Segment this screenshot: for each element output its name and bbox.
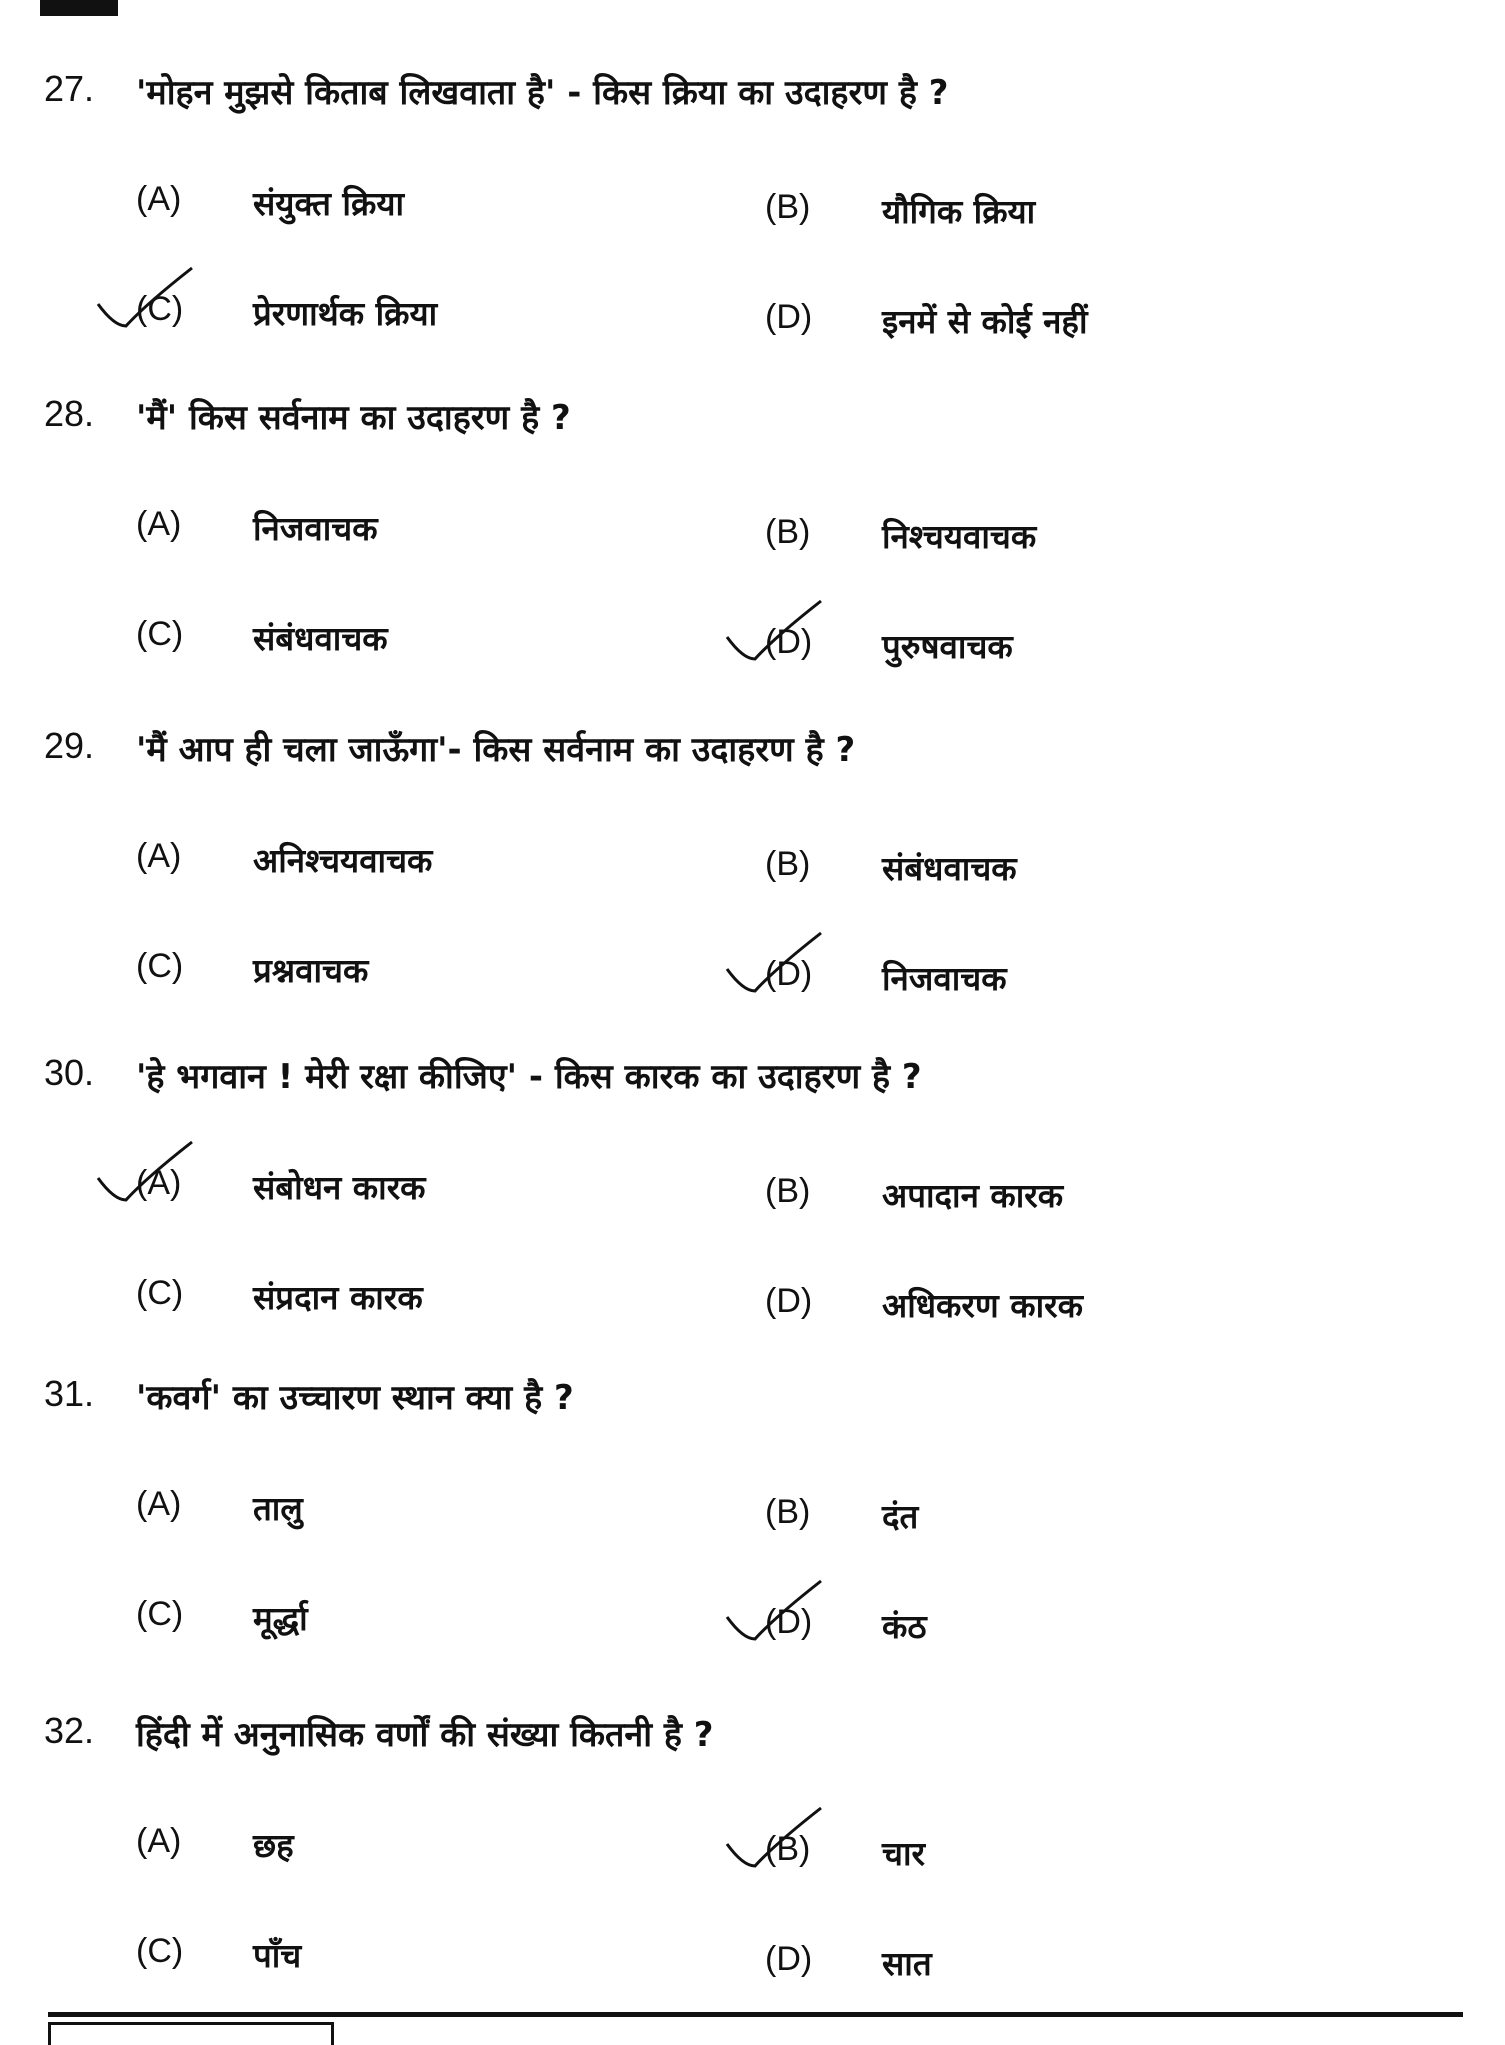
option-text: अधिकरण कारक [882, 1286, 1083, 1325]
option-letter: (D) [765, 1603, 813, 1641]
option-letter: (D) [765, 623, 813, 661]
footer-rule [48, 2012, 1463, 2017]
option-text: तालु [253, 1489, 303, 1528]
option-text: सात [882, 1944, 932, 1983]
question-number: 29. [44, 725, 95, 766]
option-text: प्रेरणार्थक क्रिया [253, 294, 438, 333]
option-letter: (A) [136, 837, 182, 875]
option-letter: (A) [136, 1164, 182, 1202]
option-letter: (D) [765, 1282, 813, 1320]
option-letter: (A) [136, 1485, 182, 1523]
option-letter: (C) [136, 290, 184, 328]
question-text: 'हे भगवान ! मेरी रक्षा कीजिए' - किस कारक का उदाहरण है ? [136, 1057, 922, 1097]
question-text: 'मैं आप ही चला जाऊँगा'- किस सर्वनाम का उदाहरण है ? [136, 730, 856, 770]
option-text: संबंधवाचक [882, 849, 1017, 888]
option-letter: (B) [765, 1493, 811, 1531]
option-letter: (B) [765, 1172, 811, 1210]
question-number: 32. [44, 1710, 95, 1751]
option-text: पाँच [253, 1936, 302, 1975]
option-letter: (B) [765, 845, 811, 883]
option-text: संबंधवाचक [253, 619, 388, 658]
option-text: चार [882, 1834, 925, 1873]
option-letter: (C) [136, 1932, 184, 1970]
question-text: 'मैं' किस सर्वनाम का उदाहरण है ? [136, 398, 571, 438]
option-letter: (C) [136, 1595, 184, 1633]
option-text: संबोधन कारक [253, 1168, 426, 1207]
option-text: अनिश्चयवाचक [253, 841, 433, 880]
question-text: हिंदी में अनुनासिक वर्णों की संख्या कितनी है ? [136, 1715, 714, 1755]
option-letter: (B) [765, 513, 811, 551]
option-text: निश्चयवाचक [882, 517, 1037, 556]
option-text: कंठ [882, 1607, 927, 1646]
option-letter: (C) [136, 615, 184, 653]
question-number: 30. [44, 1052, 95, 1093]
option-text: निजवाचक [253, 509, 378, 548]
option-text: प्रश्नवाचक [253, 951, 369, 990]
option-text: छह [253, 1826, 294, 1865]
question-number: 27. [44, 68, 95, 109]
option-letter: (A) [136, 505, 182, 543]
option-letter: (A) [136, 1822, 182, 1860]
option-text: संप्रदान कारक [253, 1278, 423, 1317]
option-text: पुरुषवाचक [882, 627, 1013, 666]
option-text: इनमें से कोई नहीं [882, 302, 1088, 341]
option-letter: (B) [765, 1830, 811, 1868]
option-letter: (D) [765, 955, 813, 993]
question-number: 28. [44, 393, 95, 434]
question-text: 'मोहन मुझसे किताब लिखवाता है' - किस क्रिया का उदाहरण है ? [136, 73, 949, 113]
question-number: 31. [44, 1373, 95, 1414]
option-text: अपादान कारक [882, 1176, 1064, 1215]
option-text: यौगिक क्रिया [882, 192, 1036, 231]
option-letter: (B) [765, 188, 811, 226]
page-number-block [40, 0, 118, 16]
option-text: संयुक्त क्रिया [253, 184, 405, 223]
option-letter: (C) [136, 1274, 184, 1312]
option-letter: (C) [136, 947, 184, 985]
question-text: 'कवर्ग' का उच्चारण स्थान क्या है ? [136, 1378, 574, 1418]
option-text: मूर्द्धा [253, 1599, 308, 1638]
option-text: दंत [882, 1497, 919, 1536]
option-letter: (D) [765, 1940, 813, 1978]
option-letter: (A) [136, 180, 182, 218]
option-text: निजवाचक [882, 959, 1007, 998]
option-letter: (D) [765, 298, 813, 336]
